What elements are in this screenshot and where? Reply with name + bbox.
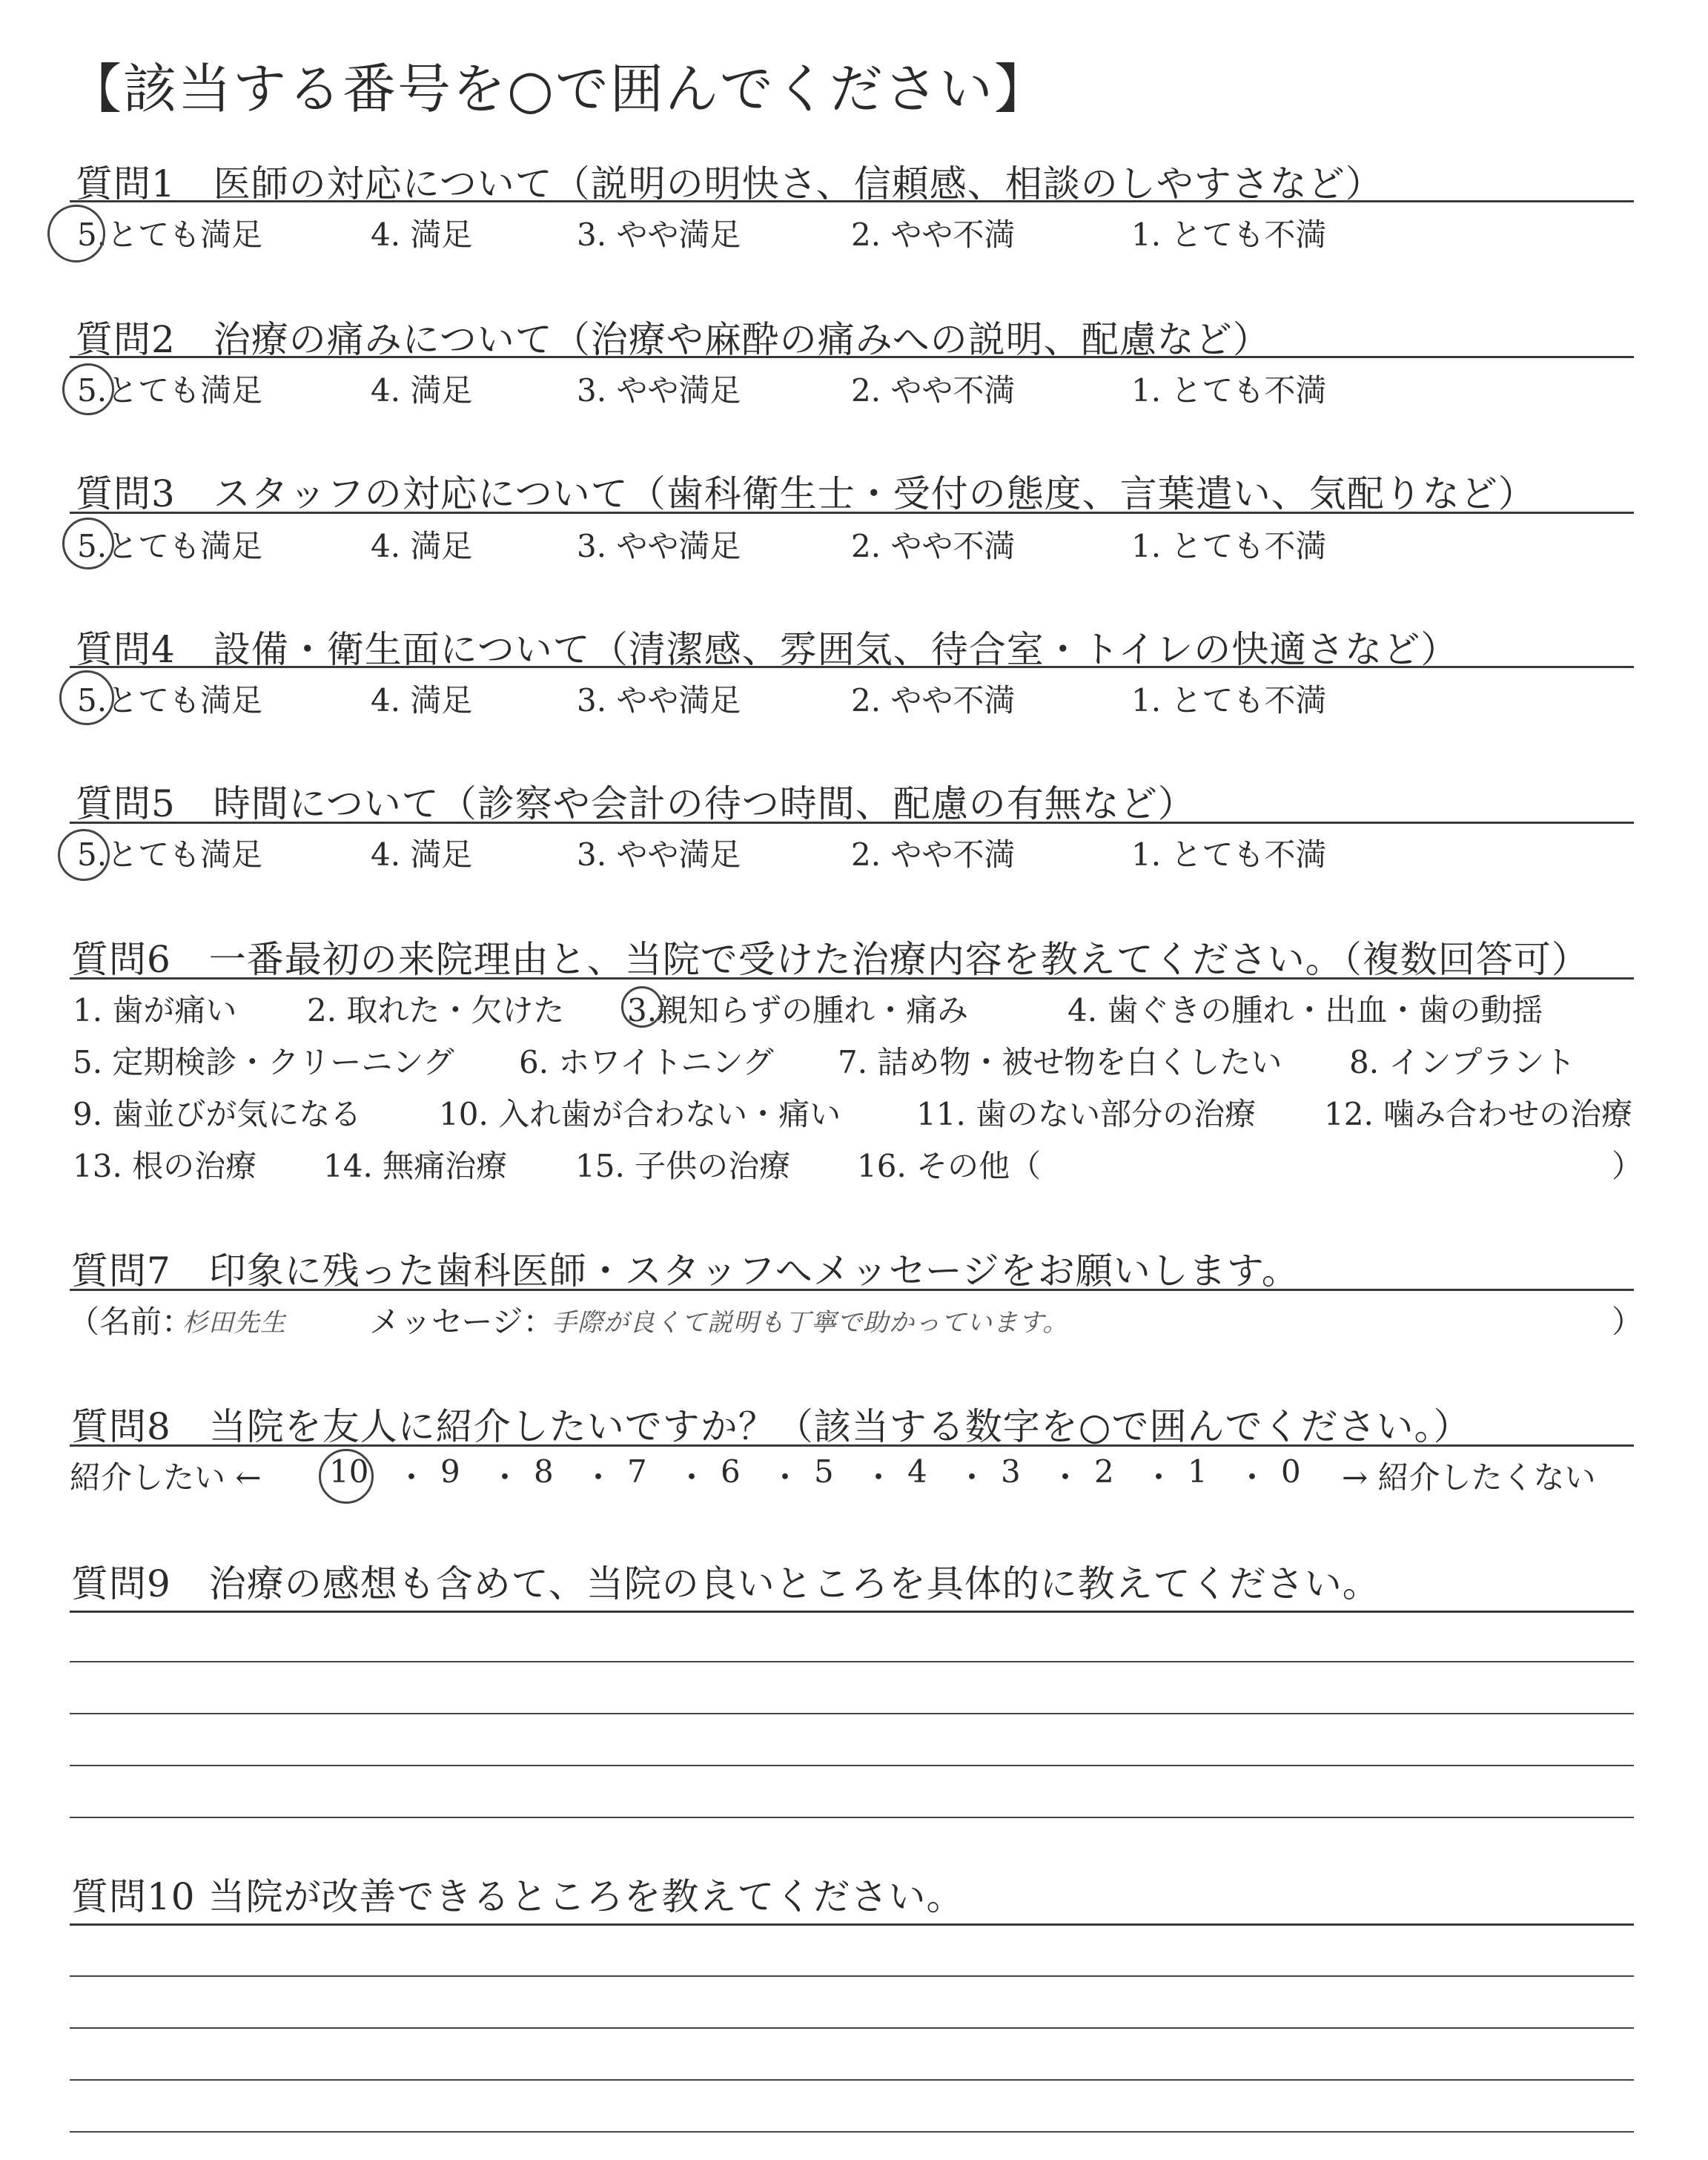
q1-selection-circle — [47, 205, 105, 262]
q8-right-label: → 紹介したくない — [1342, 1459, 1596, 1496]
q5-title: 質問5 時間について（診察や会計の待つ時間、配慮の有無など） — [76, 782, 1196, 825]
q8-scale-6[interactable]: 6 — [721, 1453, 741, 1490]
q5-option-3[interactable]: 3. やや満足 — [577, 836, 741, 873]
q5-option-2[interactable]: 2. やや不満 — [851, 836, 1016, 873]
q9-answer-line[interactable] — [70, 1611, 1634, 1613]
q1-option-1[interactable]: 1. とても不満 — [1131, 217, 1327, 253]
q4-selection-circle — [59, 670, 114, 725]
q4-option-2[interactable]: 2. やや不満 — [851, 682, 1016, 719]
q6-item-9[interactable]: 9. 歯並びが気になる — [73, 1096, 362, 1132]
q3-selection-circle — [62, 518, 114, 569]
q6-item-11[interactable]: 11. 歯のない部分の治療 — [916, 1096, 1257, 1132]
q2-option-5[interactable]: 5.とても満足 — [77, 372, 263, 409]
q3-option-4[interactable]: 4. 満足 — [371, 528, 473, 564]
q2-rule — [70, 356, 1634, 358]
q6-title: 質問6 一番最初の来院理由と、当院で受けた治療内容を教えてください。（複数回答可） — [71, 938, 1589, 981]
q8-dot: ・ — [1050, 1459, 1082, 1496]
q8-dot: ・ — [1237, 1459, 1268, 1496]
q9-answer-line[interactable] — [70, 1661, 1634, 1662]
q6-item-2[interactable]: 2. 取れた・欠けた — [307, 992, 565, 1028]
q5-option-1[interactable]: 1. とても不満 — [1131, 836, 1327, 873]
q8-dot: ・ — [1143, 1459, 1175, 1496]
q5-selection-circle — [58, 829, 110, 881]
q8-scale-2[interactable]: 2 — [1094, 1453, 1114, 1490]
q2-option-2[interactable]: 2. やや不満 — [851, 372, 1016, 409]
q2-option-4[interactable]: 4. 満足 — [371, 372, 473, 409]
q8-scale-8[interactable]: 8 — [534, 1453, 554, 1490]
q10-answer-line[interactable] — [70, 1975, 1634, 1977]
q10-answer-line[interactable] — [70, 2079, 1634, 2081]
q4-rule — [70, 666, 1634, 668]
q6-item-14[interactable]: 14. 無痛治療 — [323, 1148, 508, 1184]
q7-rule — [70, 1289, 1634, 1291]
q7-name-label: （名前： — [68, 1304, 193, 1340]
q8-dot: ・ — [396, 1459, 428, 1496]
q3-option-1[interactable]: 1. とても不満 — [1131, 528, 1327, 564]
q8-rule — [70, 1444, 1634, 1447]
q7-close-paren: ） — [1612, 1304, 1644, 1340]
q6-item-1[interactable]: 1. 歯が痛い — [73, 992, 237, 1028]
q6-item-15[interactable]: 15. 子供の治療 — [575, 1148, 791, 1184]
q8-dot: ・ — [769, 1459, 801, 1496]
q7-name-handwritten[interactable]: 杉田先生 — [182, 1308, 286, 1338]
q6-item-16[interactable]: 16. その他（ — [857, 1148, 1042, 1184]
q1-option-5[interactable]: 5.とても満足 — [77, 217, 263, 253]
q4-option-3[interactable]: 3. やや満足 — [577, 682, 741, 719]
q1-title: 質問1 医師の対応について（説明の明快さ、信頼感、相談のしやすさなど） — [76, 162, 1383, 205]
q8-scale-9[interactable]: 9 — [440, 1453, 460, 1490]
q7-title: 質問7 印象に残った歯科医師・スタッフへメッセージをお願いします。 — [71, 1249, 1300, 1292]
q8-left-label: 紹介したい ← — [70, 1459, 262, 1496]
q8-dot: ・ — [863, 1459, 895, 1496]
q6-selection-circle — [621, 986, 663, 1028]
q7-message-handwritten[interactable]: 手際が良くて説明も丁寧で助かっています。 — [552, 1308, 1069, 1338]
q2-option-1[interactable]: 1. とても不満 — [1131, 372, 1327, 409]
q2-title: 質問2 治療の痛みについて（治療や麻酔の痛みへの説明、配慮など） — [76, 318, 1271, 361]
q6-item-4[interactable]: 4. 歯ぐきの腫れ・出血・歯の動揺 — [1068, 992, 1543, 1028]
q3-title: 質問3 スタッフの対応について（歯科衛生士・受付の態度、言葉遣い、気配りなど） — [76, 472, 1536, 515]
q1-rule — [70, 200, 1634, 202]
q3-option-3[interactable]: 3. やや満足 — [577, 528, 741, 564]
q2-selection-circle — [62, 363, 114, 415]
q3-option-2[interactable]: 2. やや不満 — [851, 528, 1016, 564]
q6-item-8[interactable]: 8. インプラント — [1349, 1044, 1576, 1080]
q6-item-6[interactable]: 6. ホワイトニング — [519, 1044, 774, 1080]
q6-item-3[interactable]: 3.親知らずの腫れ・痛み — [627, 992, 969, 1028]
q6-item-12[interactable]: 12. 噛み合わせの治療 — [1324, 1096, 1633, 1132]
q3-option-5[interactable]: 5.とても満足 — [77, 528, 263, 564]
q9-answer-line[interactable] — [70, 1713, 1634, 1714]
q8-scale-4[interactable]: 4 — [907, 1453, 927, 1490]
q1-option-2[interactable]: 2. やや不満 — [851, 217, 1016, 253]
q8-dot: ・ — [583, 1459, 615, 1496]
q4-option-4[interactable]: 4. 満足 — [371, 682, 473, 719]
q8-dot: ・ — [489, 1459, 521, 1496]
q4-option-1[interactable]: 1. とても不満 — [1131, 682, 1327, 719]
q8-dot: ・ — [956, 1459, 988, 1496]
q9-answer-line[interactable] — [70, 1817, 1634, 1818]
q6-item-13[interactable]: 13. 根の治療 — [73, 1148, 257, 1184]
q4-option-5[interactable]: 5.とても満足 — [77, 682, 263, 719]
q5-option-4[interactable]: 4. 満足 — [371, 836, 473, 873]
q9-title: 質問9 治療の感想も含めて、当院の良いところを具体的に教えてください。 — [71, 1562, 1380, 1605]
q7-message-label: メッセージ： — [369, 1304, 555, 1340]
q10-answer-line[interactable] — [70, 2027, 1634, 2029]
q8-scale-3[interactable]: 3 — [1001, 1453, 1021, 1490]
q10-answer-line[interactable] — [70, 1923, 1634, 1926]
q6-item-10[interactable]: 10. 入れ歯が合わない・痛い — [439, 1096, 841, 1132]
q3-rule — [70, 512, 1634, 514]
q5-option-5[interactable]: 5.とても満足 — [77, 836, 263, 873]
q1-option-4[interactable]: 4. 満足 — [371, 217, 473, 253]
q5-rule — [70, 822, 1634, 824]
q1-option-3[interactable]: 3. やや満足 — [577, 217, 741, 253]
q2-option-3[interactable]: 3. やや満足 — [577, 372, 741, 409]
q8-dot: ・ — [676, 1459, 708, 1496]
q6-other-close-paren: ） — [1612, 1148, 1644, 1184]
page-header: 【該当する番号を○で囲んでください】 — [68, 58, 1049, 120]
q8-scale-10[interactable]: 10 — [329, 1453, 369, 1490]
q10-title: 質問10 当院が改善できるところを教えてください。 — [71, 1875, 964, 1918]
q8-scale-7[interactable]: 7 — [627, 1453, 647, 1490]
q8-selection-circle — [319, 1449, 374, 1504]
q6-item-7[interactable]: 7. 詰め物・被せ物を白くしたい — [838, 1044, 1282, 1080]
q8-scale-0[interactable]: 0 — [1281, 1453, 1301, 1490]
q6-rule — [70, 977, 1634, 980]
q8-scale-5[interactable]: 5 — [814, 1453, 834, 1490]
q6-item-5[interactable]: 5. 定期検診・クリーニング — [73, 1044, 454, 1080]
q8-title: 質問8 当院を友人に紹介したいですか？（該当する数字を○で囲んでください。） — [71, 1405, 1472, 1448]
q9-answer-line[interactable] — [70, 1765, 1634, 1766]
q8-scale-1[interactable]: 1 — [1188, 1453, 1208, 1490]
q4-title: 質問4 設備・衛生面について（清潔感、雰囲気、待合室・トイレの快適さなど） — [76, 628, 1459, 671]
q10-answer-line[interactable] — [70, 2131, 1634, 2133]
